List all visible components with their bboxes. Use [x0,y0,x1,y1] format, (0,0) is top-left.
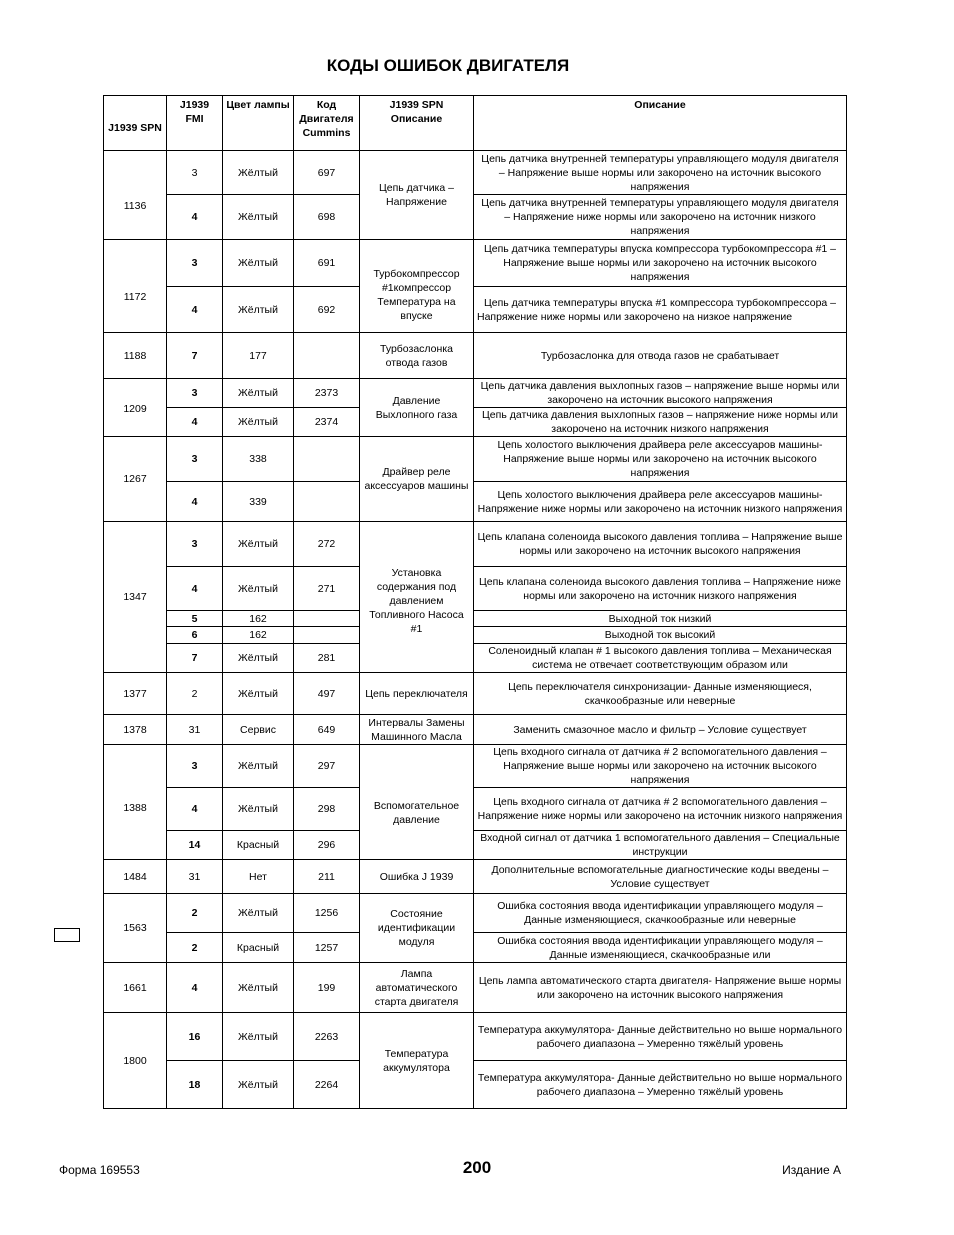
page-title: КОДЫ ОШИБОК ДВИГАТЕЛЯ [326,56,570,75]
header-desc: Описание [474,96,847,151]
spn-description-cell: Лампа автоматического старта двигателя [360,963,474,1013]
description-cell: Дополнительные вспомогательные диагностические коды введены – Условие существует [474,860,847,894]
table-row [104,151,847,195]
spn-description-cell: Установка содержания под давлением Топливного Насоса #1 [360,522,474,673]
description-cell: Выходной ток высокий [474,627,847,644]
cummins-code-cell: 497 [294,673,360,715]
fmi-cell: 2 [167,673,223,715]
header-spn-desc: J1939 SPN Описание [360,96,474,151]
table-row [104,860,847,894]
table-row [104,788,847,831]
description-cell: Цепь входного сигнала от датчика # 2 вспомогательного давления – Напряжение выше нормы или закорочено на источник высокого напряжения [474,745,847,788]
cummins-code-cell: 211 [294,860,360,894]
table-row [104,831,847,860]
spn-description-cell: Цепь переключателя [360,673,474,715]
table-row [104,567,847,611]
lamp-cell: Жёлтый [223,644,294,673]
cummins-code-cell: 698 [294,195,360,240]
table-row [104,894,847,933]
lamp-cell: Жёлтый [223,1061,294,1109]
spn-cell: 1377 [104,673,167,715]
fmi-cell: 5 [167,611,223,627]
spn-description-cell: Ошибка J 1939 [360,860,474,894]
cummins-code-cell [294,333,360,379]
fmi-cell: 3 [167,745,223,788]
spn-description-cell: Цепь датчика – Напряжение [360,151,474,240]
cummins-code-cell: 691 [294,240,360,287]
lamp-cell: Жёлтый [223,151,294,195]
cummins-code-cell: 1257 [294,933,360,963]
table-row [104,482,847,522]
fmi-cell: 4 [167,963,223,1013]
table-row [104,673,847,715]
lamp-cell: Жёлтый [223,673,294,715]
description-cell: Ошибка состояния ввода идентификации управляющего модуля – Данные изменяющиеся, скачкообразные или неверные [474,894,847,933]
lamp-cell: Сервис [223,715,294,745]
description-cell: Заменить смазочное масло и фильтр – Условие существует [474,715,847,745]
header-cummins: Код Двигателя Cummins [294,96,360,151]
cummins-code-cell: 298 [294,788,360,831]
fmi-cell: 4 [167,195,223,240]
fmi-cell: 14 [167,831,223,860]
fmi-cell: 18 [167,1061,223,1109]
description-cell: Цепь входного сигнала от датчика # 2 вспомогательного давления – Напряжение ниже нормы или закорочено на источник низкого напряжения [474,788,847,831]
header-row [104,96,847,151]
header-fmi: J1939 FMI [167,96,223,151]
spn-cell: 1172 [104,240,167,333]
fmi-cell: 4 [167,482,223,522]
spn-cell: 1209 [104,379,167,437]
description-cell: Температура аккумулятора- Данные действительно но выше нормального рабочего диапазона – Умеренно тяжёлый уровень [474,1013,847,1061]
cummins-code-cell: 272 [294,522,360,567]
cummins-code-cell: 649 [294,715,360,745]
cummins-code-cell: 199 [294,963,360,1013]
spn-description-cell: Давление Выхлопного газа [360,379,474,437]
spn-description-cell: Драйвер реле аксессуаров машины [360,437,474,522]
lamp-cell: Жёлтый [223,379,294,408]
fmi-cell: 3 [167,522,223,567]
lamp-cell: Жёлтый [223,788,294,831]
cummins-code-cell: 2263 [294,1013,360,1061]
fmi-cell: 3 [167,379,223,408]
fmi-cell: 4 [167,408,223,437]
lamp-cell: Жёлтый [223,1013,294,1061]
spn-cell: 1563 [104,894,167,963]
description-cell: Цепь датчика температуры впуска #1 компрессора турбокомпрессора – Напряжение ниже нормы или закорочено на низкое напряжение [474,287,847,333]
lamp-cell: Жёлтый [223,195,294,240]
description-cell: Цепь клапана соленоида высокого давления топлива – Напряжение выше нормы или закорочено на источник высокого напряжения [474,522,847,567]
margin-box [54,928,80,942]
cummins-code-cell: 2264 [294,1061,360,1109]
header-spn: J1939 SPN [104,96,167,151]
cummins-code-cell: 296 [294,831,360,860]
description-cell: Входной сигнал от датчика 1 вспомогательного давления – Специальные инструкции [474,831,847,860]
spn-cell: 1388 [104,745,167,860]
description-cell: Цепь датчика давления выхлопных газов – напряжение ниже нормы или закорочено на источник низкого напряжения [474,408,847,437]
fmi-cell: 7 [167,644,223,673]
spn-cell: 1136 [104,151,167,240]
table-row [104,333,847,379]
spn-description-cell: Вспомогательное давление [360,745,474,860]
spn-description-cell: Температура аккумулятора [360,1013,474,1109]
spn-cell: 1661 [104,963,167,1013]
table-row [104,240,847,287]
cummins-code-cell [294,611,360,627]
table-row [104,611,847,627]
lamp-cell: Нет [223,860,294,894]
fmi-cell: 6 [167,627,223,644]
description-cell: Температура аккумулятора- Данные действительно но выше нормального рабочего диапазона – Умеренно тяжёлый уровень [474,1061,847,1109]
table-row [104,1013,847,1061]
table-row [104,1061,847,1109]
spn-cell: 1484 [104,860,167,894]
description-cell: Выходной ток низкий [474,611,847,627]
description-cell: Цепь холостого выключения драйвера реле аксессуаров машины- Напряжение выше нормы или закорочено на источник высокого напряжения [474,437,847,482]
lamp-cell: 177 [223,333,294,379]
table-row [104,933,847,963]
table-row [104,745,847,788]
table-row [104,408,847,437]
fmi-cell: 4 [167,287,223,333]
cummins-code-cell: 281 [294,644,360,673]
edition: Издание А [782,1163,841,1177]
fmi-cell: 3 [167,240,223,287]
lamp-cell: Жёлтый [223,963,294,1013]
fmi-cell: 4 [167,788,223,831]
lamp-cell: Жёлтый [223,894,294,933]
table-row [104,287,847,333]
description-cell: Ошибка состояния ввода идентификации управляющего модуля – Данные изменяющиеся, скачкообразные или [474,933,847,963]
description-cell: Цепь холостого выключения драйвера реле аксессуаров машины- Напряжение ниже нормы или закорочено на источник низкого напряжения [474,482,847,522]
table-row [104,963,847,1013]
lamp-cell: Красный [223,933,294,963]
lamp-cell: Жёлтый [223,522,294,567]
lamp-cell: 162 [223,611,294,627]
table-row [104,195,847,240]
lamp-cell: 338 [223,437,294,482]
description-cell: Цепь клапана соленоида высокого давления топлива – Напряжение ниже нормы или закорочено на источник низкого напряжения [474,567,847,611]
cummins-code-cell: 1256 [294,894,360,933]
table-row [104,644,847,673]
page-number: 200 [462,1158,492,1177]
cummins-code-cell [294,437,360,482]
lamp-cell: Жёлтый [223,567,294,611]
header-lamp: Цвет лампы [223,96,294,151]
description-cell: Соленоидный клапан # 1 высокого давления топлива – Механическая система не отвечает соответствующим образом или [474,644,847,673]
cummins-code-cell: 697 [294,151,360,195]
lamp-cell: 339 [223,482,294,522]
table-row [104,522,847,567]
fmi-cell: 2 [167,894,223,933]
cummins-code-cell: 297 [294,745,360,788]
spn-description-cell: Интервалы Замены Машинного Масла [360,715,474,745]
spn-cell: 1347 [104,522,167,673]
form-number: Форма 169553 [59,1163,140,1177]
cummins-code-cell: 2373 [294,379,360,408]
lamp-cell: Красный [223,831,294,860]
fmi-cell: 3 [167,437,223,482]
cummins-code-cell [294,482,360,522]
fault-codes-table [103,95,847,1109]
cummins-code-cell [294,627,360,644]
spn-cell: 1800 [104,1013,167,1109]
fmi-cell: 31 [167,860,223,894]
fmi-cell: 31 [167,715,223,745]
lamp-cell: Жёлтый [223,240,294,287]
fmi-cell: 7 [167,333,223,379]
spn-description-cell: Турбозаслонка отвода газов [360,333,474,379]
description-cell: Турбозаслонка для отвода газов не срабатывает [474,333,847,379]
cummins-code-cell: 2374 [294,408,360,437]
cummins-code-cell: 692 [294,287,360,333]
lamp-cell: 162 [223,627,294,644]
fmi-cell: 2 [167,933,223,963]
lamp-cell: Жёлтый [223,745,294,788]
table-row [104,715,847,745]
spn-cell: 1188 [104,333,167,379]
table-row [104,627,847,644]
description-cell: Цепь датчика внутренней температуры управляющего модуля двигателя – Напряжение выше нормы или закорочено на источник высокого напряжения [474,151,847,195]
fmi-cell: 4 [167,567,223,611]
description-cell: Цепь датчика давления выхлопных газов – напряжение выше нормы или закорочено на источник высокого напряжения [474,379,847,408]
description-cell: Цепь переключателя синхронизации- Данные изменяющиеся, скачкообразные или неверные [474,673,847,715]
spn-cell: 1267 [104,437,167,522]
table-row [104,437,847,482]
spn-description-cell: Состояние идентификации модуля [360,894,474,963]
spn-description-cell: Турбокомпрессор #1компрессор Температура на впуске [360,240,474,333]
lamp-cell: Жёлтый [223,408,294,437]
lamp-cell: Жёлтый [223,287,294,333]
table-body [104,151,847,1109]
table-row [104,379,847,408]
spn-cell: 1378 [104,715,167,745]
description-cell: Цепь лампа автоматического старта двигателя- Напряжение выше нормы или закорочено на источник высокого напряжения [474,963,847,1013]
description-cell: Цепь датчика внутренней температуры управляющего модуля двигателя – Напряжение ниже нормы или закорочено на источник низкого напряжения [474,195,847,240]
fmi-cell: 3 [167,151,223,195]
description-cell: Цепь датчика температуры впуска компрессора турбокомпрессора #1 –Напряжение выше нормы или закорочено на источник высокого напряжения [474,240,847,287]
fmi-cell: 16 [167,1013,223,1061]
cummins-code-cell: 271 [294,567,360,611]
